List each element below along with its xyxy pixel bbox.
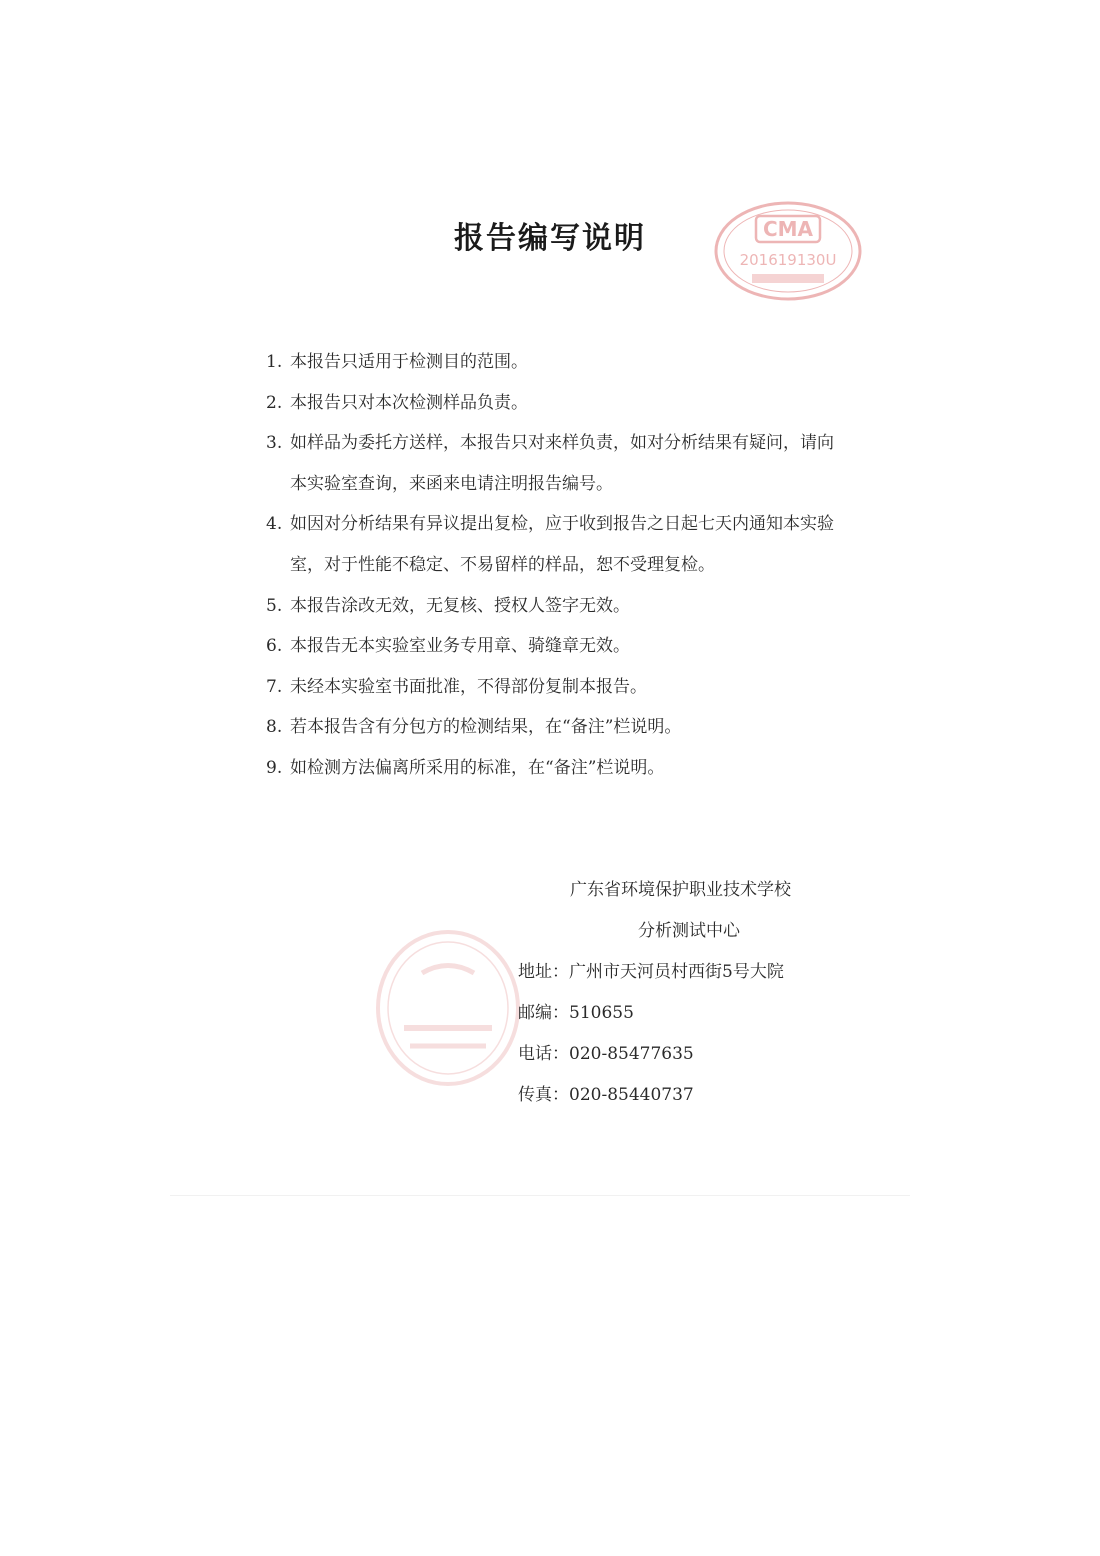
note-text: 本报告只适用于检测目的范围。: [290, 352, 528, 372]
note-number: 6.: [266, 636, 283, 657]
note-number: 5.: [266, 595, 283, 616]
note-item: [266, 342, 846, 383]
scan-artifact-line: [170, 1195, 910, 1196]
note-number: 8.: [266, 717, 283, 738]
note-number: 2.: [266, 392, 283, 413]
cma-number-text: 201619130U: [739, 251, 837, 269]
note-item: [266, 707, 846, 748]
note-text: 如检测方法偏离所采用的标准，在“备注”栏说明。: [290, 757, 665, 778]
phone-line: 电话：020-85477635: [518, 1044, 694, 1064]
organization-info: [518, 870, 848, 1116]
postcode-line: 邮编：510655: [518, 1003, 634, 1023]
note-number: 1.: [266, 352, 283, 372]
note-text: 若本报告含有分包方的检测结果，在“备注”栏说明。: [290, 717, 682, 738]
note-item: [266, 383, 846, 424]
note-text: 未经本实验室书面批准，不得部份复制本报告。: [290, 676, 647, 697]
note-item: [266, 586, 846, 627]
note-item: [266, 748, 846, 789]
notes-list: [266, 342, 846, 789]
note-text: 本报告只对本次检测样品负责。: [290, 392, 528, 413]
department-name: 分析测试中心: [638, 921, 740, 941]
note-text: 如样品为委托方送样，本报告只对来样负责，如对分析结果有疑问，请向本实验室查询，来函来电请注明报告编号。: [290, 433, 834, 494]
note-number: 7.: [266, 676, 283, 697]
fax-line: 传真：020-85440737: [518, 1085, 694, 1105]
note-text: 本报告无本实验室业务专用章、骑缝章无效。: [290, 636, 630, 657]
note-item: [266, 667, 846, 708]
note-item: [266, 423, 846, 504]
cma-mark-text: CMA: [762, 217, 814, 241]
note-text: 如因对分析结果有异议提出复检，应于收到报告之日起七天内通知本实验室，对于性能不稳定、不易留样的样品，恕不受理复检。: [290, 514, 834, 575]
note-number: 3.: [266, 433, 283, 454]
note-number: 4.: [266, 514, 283, 535]
note-item: [266, 504, 846, 585]
address-line: 地址：广州市天河员村西街5号大院: [518, 962, 784, 982]
note-number: 9.: [266, 757, 283, 778]
organization-name: 广东省环境保护职业技术学校: [570, 880, 791, 900]
note-text: 本报告涂改无效，无复核、授权人签字无效。: [290, 595, 630, 616]
official-seal-stamp: [374, 928, 522, 1088]
page-title: 报告编写说明: [454, 221, 646, 256]
note-item: [266, 626, 846, 667]
